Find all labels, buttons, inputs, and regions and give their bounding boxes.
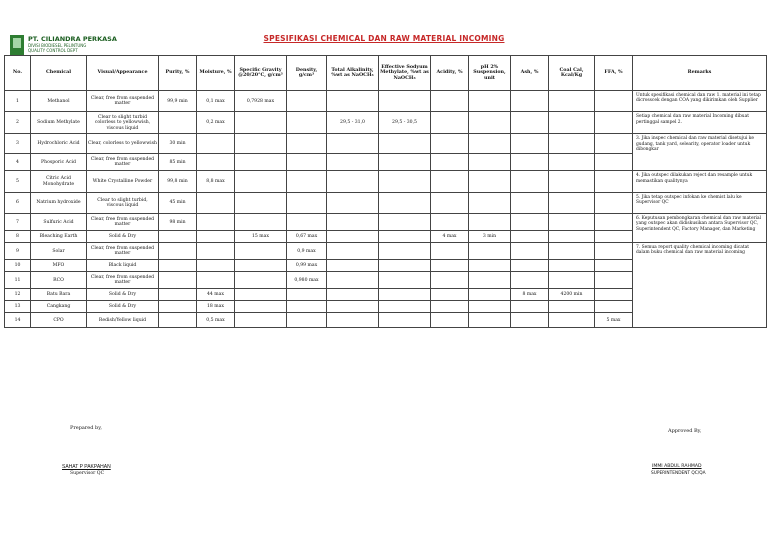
remark-cell xyxy=(633,192,767,213)
table-cell xyxy=(197,134,235,154)
table-cell: Cangkang xyxy=(31,301,87,313)
remark-cell xyxy=(633,112,767,134)
table-cell: 13 xyxy=(5,301,31,313)
column-header: Visual/Appearance xyxy=(87,56,159,91)
table-cell xyxy=(549,260,595,272)
table-cell xyxy=(511,91,549,112)
table-cell xyxy=(595,154,633,171)
table-cell xyxy=(549,301,595,313)
document-title: SPESIFIKASI CHEMICAL DAN RAW MATERIAL INCOMING xyxy=(263,34,505,43)
column-header: Chemical xyxy=(31,56,87,91)
table-cell xyxy=(469,154,511,171)
table-cell xyxy=(235,289,287,301)
table-cell: Clear, free from suspended matter xyxy=(87,243,159,260)
table-cell xyxy=(469,112,511,134)
table-cell: Clear, colorless to yellowwish xyxy=(87,134,159,154)
table-cell: 18 max xyxy=(197,301,235,313)
table-cell: Solid & Dry xyxy=(87,301,159,313)
table-cell xyxy=(431,154,469,171)
column-header: Total Alkalinity, %wt as NaOCH₃ xyxy=(327,56,379,91)
table-cell xyxy=(511,301,549,313)
column-header: Density, g/cm³ xyxy=(287,56,327,91)
column-header: Moisture, % xyxy=(197,56,235,91)
table-cell: 8 max xyxy=(511,289,549,301)
table-cell xyxy=(549,154,595,171)
table-cell: 0,99 max xyxy=(287,260,327,272)
table-cell xyxy=(511,231,549,243)
table-cell xyxy=(327,301,379,313)
table-cell xyxy=(235,243,287,260)
table-cell xyxy=(511,243,549,260)
table-cell xyxy=(379,171,431,192)
table-cell: 99,9 min xyxy=(159,91,197,112)
table-cell xyxy=(595,301,633,313)
column-header: Effective Sodyum Methylate, %wt as NaOCH₃ xyxy=(379,56,431,91)
table-cell xyxy=(595,134,633,154)
table-cell xyxy=(469,134,511,154)
table-cell xyxy=(287,112,327,134)
table-cell xyxy=(287,154,327,171)
remark-cell xyxy=(633,134,767,171)
column-header: Purity, % xyxy=(159,56,197,91)
table-cell xyxy=(511,112,549,134)
table-cell: 0,67 max xyxy=(287,231,327,243)
table-cell xyxy=(431,272,469,289)
remark-cell xyxy=(633,214,767,243)
remark-text: Setiap chemical dan raw material Incoming dibuat pertinggal sampel 2. xyxy=(636,114,750,125)
table-cell: 9 xyxy=(5,243,31,260)
table-cell: 8,8 max xyxy=(197,171,235,192)
table-cell xyxy=(327,289,379,301)
table-cell xyxy=(197,231,235,243)
spec-table xyxy=(4,55,767,328)
table-cell: 0,5 max xyxy=(197,313,235,328)
table-cell: 30 min xyxy=(159,134,197,154)
table-cell xyxy=(197,272,235,289)
table-cell xyxy=(159,260,197,272)
table-cell xyxy=(159,243,197,260)
table-cell xyxy=(379,192,431,213)
table-cell xyxy=(159,301,197,313)
table-cell xyxy=(235,154,287,171)
column-header: pH 2% Suspension, unit xyxy=(469,56,511,91)
table-cell xyxy=(511,154,549,171)
table-cell: Phosporic Acid xyxy=(31,154,87,171)
column-header: Coal Cal, Kcal/Kg xyxy=(549,56,595,91)
table-cell xyxy=(549,214,595,231)
table-cell xyxy=(549,231,595,243)
table-cell: Clear, free from suspended matter xyxy=(87,154,159,171)
remark-text: 6. Keputusan pembongkaran chemical dan raw material yang outspec akan didiskusikan antara Supervisor QC, Superintendent QC, Factory Manager, dan Marketing xyxy=(636,216,762,232)
table-body xyxy=(5,91,767,328)
table-cell xyxy=(287,171,327,192)
table-cell xyxy=(287,301,327,313)
table-cell: Hydrochloric Acid xyxy=(31,134,87,154)
table-cell: 85 min xyxy=(159,154,197,171)
table-cell: 15 max xyxy=(235,231,287,243)
table-header-row xyxy=(5,56,767,91)
table-cell xyxy=(327,214,379,231)
company-name: PT. CILIANDRA PERKASA xyxy=(28,35,117,43)
table-cell: Solid & Dry xyxy=(87,289,159,301)
table-cell xyxy=(327,192,379,213)
table-cell xyxy=(595,260,633,272)
column-header: FFA, % xyxy=(595,56,633,91)
table-cell: Clear, free from suspended matter xyxy=(87,272,159,289)
table-cell xyxy=(379,214,431,231)
table-cell xyxy=(469,243,511,260)
table-cell: Batu Bara xyxy=(31,289,87,301)
table-cell xyxy=(327,91,379,112)
table-cell: 12 xyxy=(5,289,31,301)
table-cell xyxy=(511,192,549,213)
column-header: Acidity, % xyxy=(431,56,469,91)
table-cell xyxy=(511,134,549,154)
table-cell xyxy=(379,134,431,154)
table-cell xyxy=(549,91,595,112)
table-row xyxy=(5,192,767,213)
table-cell: 0,1 max xyxy=(197,91,235,112)
table-cell: 3 xyxy=(5,134,31,154)
table-cell xyxy=(549,272,595,289)
table-cell: 0,9 max xyxy=(287,243,327,260)
table-cell xyxy=(235,112,287,134)
table-cell: 1 xyxy=(5,91,31,112)
table-cell xyxy=(469,192,511,213)
table-cell: 4 xyxy=(5,154,31,171)
table-cell: Clear to slight turbid, viscous liquid xyxy=(87,192,159,213)
column-header: Remarks xyxy=(633,56,767,91)
remark-text: 5. Jika tetap outspec infokan ke chemist lalu ke Supervisor QC xyxy=(636,194,742,206)
table-cell: Solid & Dry xyxy=(87,231,159,243)
table-cell xyxy=(595,231,633,243)
table-row xyxy=(5,243,767,260)
table-cell: Bleaching Earth xyxy=(31,231,87,243)
remark-text: 7. Semua report quality chemical incoming dicatat dalam buku chemical dan raw material incoming xyxy=(636,245,750,256)
table-cell: 5 xyxy=(5,171,31,192)
table-cell xyxy=(235,192,287,213)
table-cell xyxy=(431,289,469,301)
table-cell: CPO xyxy=(31,313,87,328)
table-cell: Methanol xyxy=(31,91,87,112)
table-cell xyxy=(431,112,469,134)
table-cell xyxy=(379,260,431,272)
table-cell: 3 min xyxy=(469,231,511,243)
remark-text: 3. Jika inspec chemical dan raw material disetujui ke gudang, tank yard, selearity, operator loader untuk dibongkar xyxy=(636,136,754,152)
column-header: Specific Gravity @20/20°C, g/cm³ xyxy=(235,56,287,91)
table-cell: 0,2 max xyxy=(197,112,235,134)
table-cell: 8 xyxy=(5,231,31,243)
table-cell xyxy=(287,313,327,328)
table-cell xyxy=(431,260,469,272)
table-cell xyxy=(327,154,379,171)
table-cell: MFO xyxy=(31,260,87,272)
table-cell xyxy=(235,134,287,154)
table-cell xyxy=(379,243,431,260)
approved-by-label: Approved By, xyxy=(668,428,702,434)
table-cell xyxy=(235,301,287,313)
table-cell: Redish/Yellow liquid xyxy=(87,313,159,328)
prepared-by-name: SAHAT P PAKPAHAN xyxy=(62,464,111,470)
table-cell xyxy=(327,260,379,272)
table-cell xyxy=(235,272,287,289)
table-cell xyxy=(469,260,511,272)
table-cell: 0,7928 max xyxy=(235,91,287,112)
table-cell: 99,8 min xyxy=(159,171,197,192)
table-cell xyxy=(159,289,197,301)
table-cell: 0,980 max xyxy=(287,272,327,289)
table-row xyxy=(5,112,767,134)
table-row xyxy=(5,91,767,112)
approved-by-role: SUPERINTENDENT QC/QA xyxy=(651,471,706,476)
remark-cell xyxy=(633,171,767,192)
table-cell xyxy=(469,272,511,289)
table-cell xyxy=(469,289,511,301)
table-cell: 4 max xyxy=(431,231,469,243)
table-cell xyxy=(379,301,431,313)
remark-cell xyxy=(633,91,767,112)
table-cell xyxy=(197,260,235,272)
table-row xyxy=(5,214,767,231)
table-cell xyxy=(549,313,595,328)
table-cell: 44 max xyxy=(197,289,235,301)
table-cell xyxy=(469,91,511,112)
table-cell: 7 xyxy=(5,214,31,231)
table-cell xyxy=(287,91,327,112)
table-cell: 6 xyxy=(5,192,31,213)
table-cell xyxy=(595,112,633,134)
table-cell xyxy=(327,313,379,328)
table-cell xyxy=(595,171,633,192)
table-cell xyxy=(595,243,633,260)
table-cell xyxy=(287,289,327,301)
table-cell xyxy=(197,214,235,231)
table-cell xyxy=(595,192,633,213)
table-cell xyxy=(159,313,197,328)
table-cell xyxy=(431,171,469,192)
table-cell: Sodium Methylate xyxy=(31,112,87,134)
table-cell: Clear, free from suspended matter xyxy=(87,91,159,112)
table-cell xyxy=(549,112,595,134)
table-cell xyxy=(549,243,595,260)
table-cell: 45 min xyxy=(159,192,197,213)
table-cell xyxy=(235,313,287,328)
table-cell xyxy=(549,171,595,192)
table-cell xyxy=(431,301,469,313)
dept-name: QUALITY CONTROL DEPT xyxy=(28,48,78,53)
remark-text: Untuk spesifikasi chemical dan raw 1. material ini tetap dicrosscek dengan COA yang dikirimkan oleh Supplier xyxy=(636,93,761,104)
table-cell xyxy=(469,214,511,231)
table-cell xyxy=(469,301,511,313)
table-cell xyxy=(379,91,431,112)
table-cell: 29,5 - 30,5 xyxy=(379,112,431,134)
table-cell xyxy=(595,272,633,289)
table-cell xyxy=(511,214,549,231)
table-cell xyxy=(549,192,595,213)
table-cell xyxy=(159,112,197,134)
table-cell: 10 xyxy=(5,260,31,272)
table-cell xyxy=(327,272,379,289)
table-cell: Sulfuric Acid xyxy=(31,214,87,231)
approved-by-name: IMMI ABDUL RAHMAD xyxy=(652,464,702,469)
table-cell xyxy=(431,243,469,260)
table-cell: Citric Acid Monohydrate xyxy=(31,171,87,192)
table-cell: 11 xyxy=(5,272,31,289)
table-cell xyxy=(595,91,633,112)
table-cell xyxy=(379,272,431,289)
table-cell xyxy=(511,260,549,272)
table-cell xyxy=(511,313,549,328)
table-cell: 5 max xyxy=(595,313,633,328)
table-cell xyxy=(379,154,431,171)
prepared-by-label: Prepared by, xyxy=(70,425,102,431)
table-cell xyxy=(327,231,379,243)
table-cell xyxy=(379,289,431,301)
table-cell xyxy=(431,192,469,213)
table-cell xyxy=(197,192,235,213)
table-cell xyxy=(511,272,549,289)
table-cell xyxy=(379,313,431,328)
table-cell: Solar xyxy=(31,243,87,260)
table-cell: 98 min xyxy=(159,214,197,231)
table-cell: Clear, free from suspended matter xyxy=(87,214,159,231)
table-cell xyxy=(431,313,469,328)
table-cell xyxy=(287,192,327,213)
table-cell: 4200 min xyxy=(549,289,595,301)
table-cell: Black liquid xyxy=(87,260,159,272)
table-cell xyxy=(235,260,287,272)
table-cell: 14 xyxy=(5,313,31,328)
column-header: No. xyxy=(5,56,31,91)
table-cell xyxy=(431,91,469,112)
table-row xyxy=(5,134,767,154)
division-name: DIVISI BIODIESEL PELINTUNG xyxy=(28,43,87,48)
column-header: Ash, % xyxy=(511,56,549,91)
table-cell xyxy=(379,231,431,243)
table-cell xyxy=(549,134,595,154)
table-cell xyxy=(327,134,379,154)
table-cell: 29,5 - 31,0 xyxy=(327,112,379,134)
table-cell xyxy=(197,154,235,171)
table-cell xyxy=(595,289,633,301)
table-cell xyxy=(327,243,379,260)
remark-text: 4. Jika outspec dilakukan reject dan resample untuk memastikan qualitynya xyxy=(636,173,753,184)
table-cell: Natrium hydroxide xyxy=(31,192,87,213)
table-cell xyxy=(287,134,327,154)
remark-cell xyxy=(633,243,767,328)
table-cell xyxy=(469,171,511,192)
table-cell xyxy=(235,214,287,231)
table-cell: White Crystalline Powder xyxy=(87,171,159,192)
table-cell xyxy=(235,171,287,192)
table-cell xyxy=(287,214,327,231)
table-cell: Clear to slight turbid colorless to yellowwish, viscous liquid xyxy=(87,112,159,134)
table-cell: RCO xyxy=(31,272,87,289)
prepared-by-role: Supervisor QC xyxy=(70,471,105,476)
table-cell xyxy=(159,272,197,289)
table-cell xyxy=(197,243,235,260)
company-division xyxy=(28,43,86,53)
table-cell xyxy=(511,171,549,192)
table-cell xyxy=(431,214,469,231)
table-cell: 2 xyxy=(5,112,31,134)
table-cell xyxy=(595,214,633,231)
table-cell xyxy=(159,231,197,243)
table-cell xyxy=(431,134,469,154)
table-cell xyxy=(327,171,379,192)
table-row xyxy=(5,171,767,192)
table-cell xyxy=(469,313,511,328)
